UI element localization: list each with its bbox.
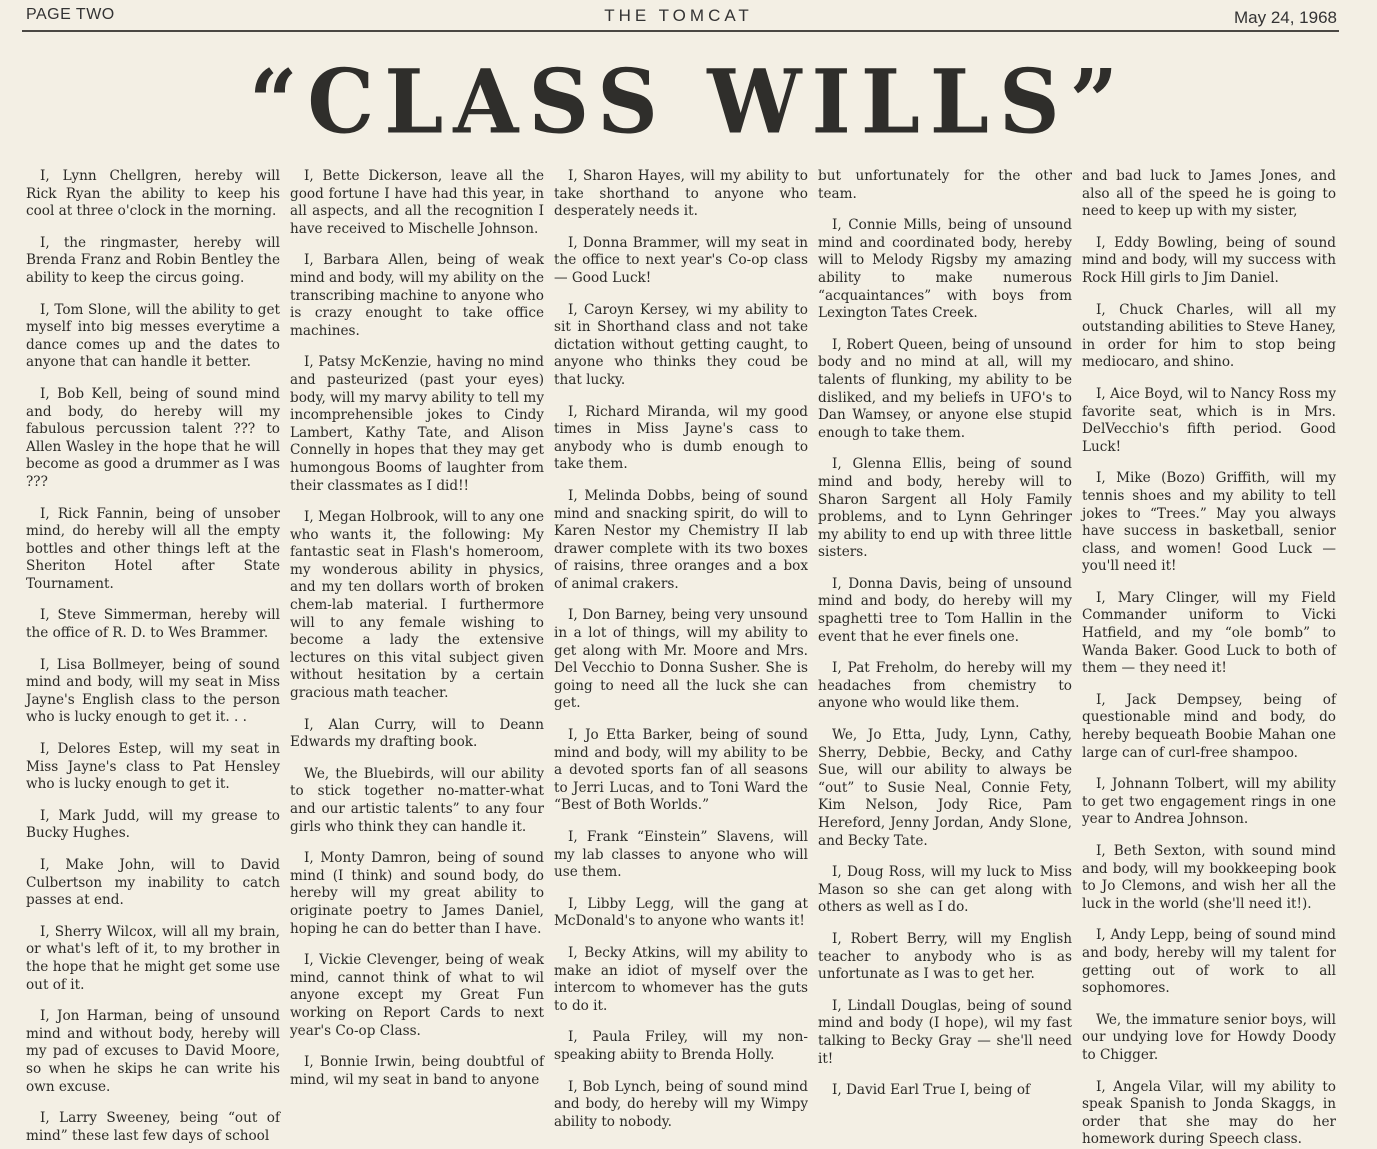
page-number: PAGE TWO xyxy=(26,6,115,23)
will-paragraph: I, Sharon Hayes, will my ability to take shorthand to anyone who desperately needs it. xyxy=(554,168,808,220)
headline: “CLASS WILLS” xyxy=(249,49,1128,154)
will-paragraph: We, the Bluebirds, will our ability to stick together no-matter-what and our artistic talents” to any four girls who think they can handle it. xyxy=(290,765,544,835)
will-paragraph: I, Caroyn Kersey, wi my ability to sit in Shorthand class and not take dictation without getting caught, to anyone who thinks they coud be that lucky. xyxy=(554,301,808,388)
masthead-rule xyxy=(22,30,1339,32)
issue-date: May 24, 1968 xyxy=(1233,8,1337,27)
newspaper-name: THE TOMCAT xyxy=(604,6,753,25)
will-paragraph: I, Eddy Bowling, being of sound mind and body, will my success with Rock Hill girls to Jim Daniel. xyxy=(1082,234,1336,286)
will-paragraph: I, Make John, will to David Culbertson my inability to catch passes at end. xyxy=(26,857,280,909)
will-paragraph: I, Donna Davis, being of unsound mind and body, do hereby will my spaghetti tree to Tom Hallin in the event that he ever finels one. xyxy=(818,575,1072,645)
will-paragraph: I, Andy Lepp, being of sound mind and body, hereby will my talent for getting out of work to all sophomores. xyxy=(1082,927,1336,997)
will-paragraph: I, Bette Dickerson, leave all the good fortune I have had this year, in all aspects, and all the recognition I have received to Mischelle Johnson. xyxy=(290,168,544,237)
will-paragraph: I, Jack Dempsey, being of questionable mind and body, do hereby bequeath Boobie Mahan one large can of curl-free shampoo. xyxy=(1082,691,1336,761)
will-paragraph: I, Rick Fannin, being of unsober mind, do hereby will all the empty bottles and other things left at the Sheriton Hotel after State Tournament. xyxy=(26,505,280,592)
will-paragraph: I, Jon Harman, being of unsound mind and without body, hereby will my pad of excuses to David Moore, so when he skips he can write his own excuse. xyxy=(26,1008,280,1095)
will-paragraph: I, Bob Kell, being of sound mind and body, do hereby will my fabulous percussion talent ??? to Allen Wasley in the hope that he will become as good a drummer as I was ??? xyxy=(26,385,280,490)
will-paragraph: I, Bonnie Irwin, being doubtful of mind, wil my seat in band to anyone xyxy=(290,1054,544,1088)
will-paragraph: I, Aice Boyd, wil to Nancy Ross my favorite seat, which is in Mrs. DelVecchio's fifth period. Good Luck! xyxy=(1082,385,1336,455)
will-paragraph: I, Pat Freholm, do hereby will my headaches from chemistry to anyone who would like them. xyxy=(818,660,1072,712)
will-paragraph: I, Paula Friley, will my non-speaking abiity to Brenda Holly. xyxy=(554,1029,808,1063)
will-paragraph: I, Tom Slone, will the ability to get myself into big messes everytime a dance comes up and the dates to anyone that can handle it better. xyxy=(26,301,280,371)
column-1 xyxy=(26,168,280,1144)
will-paragraph: I, Don Barney, being very unsound in a lot of things, will my ability to get along with Mr. Moore and Mrs. Del Vecchio to Donna Susher. She is going to need all the luck she can get. xyxy=(554,607,808,712)
will-paragraph: I, Beth Sexton, with sound mind and body, will my bookkeeping book to Jo Clemons, and wish her all the luck in the world (she'll need it!). xyxy=(1082,843,1336,912)
will-paragraph: I, Richard Miranda, wil my good times in Miss Jayne's cass to anybody who is dumb enough to take them. xyxy=(554,403,808,473)
will-paragraph: I, Vickie Clevenger, being of weak mind, cannot think of what to wil anyone except my Great Fun working on Report Cards to next year's Co-op Class. xyxy=(290,952,544,1039)
column-5 xyxy=(1082,168,1336,1148)
will-paragraph: I, David Earl True I, being of xyxy=(832,1082,1031,1099)
column-3 xyxy=(554,168,808,1130)
will-paragraph: I, Patsy McKenzie, having no mind and pasteurized (past your eyes) body, will my marvy ability to tell my incomprehensible jokes to Cindy Lambert, Kathy Tate, and Alison Connelly in hopes that they may get humongous Booms of laughter from their classmates as I did!! xyxy=(290,354,544,494)
will-paragraph: We, Jo Etta, Judy, Lynn, Cathy, Sherry, Debbie, Becky, and Cathy Sue, will our ability to always be “out” to Susie Neal, Connie Fety, Kim Nelson, Jody Rice, Pam Hereford, Jenny Jordan, Andy Slone, and Becky Tate. xyxy=(818,727,1072,849)
will-paragraph: I, Connie Mills, being of unsound mind and coordinated body, hereby will to Melody Rigsby my amazing ability to make numerous “acquaintances” with boys from Lexington Tates Creek. xyxy=(818,217,1072,322)
will-paragraph: I, Donna Brammer, will my seat in the office to next year's Co-op class — Good Luck! xyxy=(554,234,808,286)
will-paragraph: I, Larry Sweeney, being “out of mind” these last few days of school xyxy=(26,1110,280,1144)
will-paragraph: I, Lynn Chellgren, hereby will Rick Ryan the ability to keep his cool at three o'clock in the morning. xyxy=(26,168,280,220)
will-paragraph: I, Monty Damron, being of sound mind (I think) and sound body, do hereby will my great ability to originate poetry to James Daniel, hoping he can do better than I have. xyxy=(290,850,544,937)
will-paragraph: We, the immature senior boys, will our undying love for Howdy Doody to Chigger. xyxy=(1082,1011,1336,1063)
will-paragraph: I, Glenna Ellis, being of sound mind and body, hereby will to Sharon Sargent all Holy Family problems, and to Lynn Gehringer my ability to end up with three little sisters. xyxy=(818,456,1072,561)
will-paragraph: I, Becky Atkins, will my ability to make an idiot of myself over the intercom to whomever has the guts to do it. xyxy=(554,944,808,1014)
will-paragraph: I, Mike (Bozo) Griffith, will my tennis shoes and my ability to tell jokes to “Trees.” May you always have success in basketball, senior class, and women! Good Luck — you'll need it! xyxy=(1082,470,1336,575)
will-paragraph: I, Johnann Tolbert, will my ability to get two engagement rings in one year to Andrea Johnson. xyxy=(1082,776,1336,828)
will-paragraph: I, Megan Holbrook, will to any one who wants it, the following: My fantastic seat in Flash's homeroom, my wonderous ability in physics, and my ten dollars worth of broken chem-lab material. I furthermore will to any female wishing to become a lady the extensive lectures on this vital subject given without hesitation by a certain gracious math teacher. xyxy=(290,509,544,702)
will-paragraph: I, Jo Etta Barker, being of sound mind and body, will my ability to be a devoted sports fan of all seasons to Jerri Lucas, and to Toni Ward the “Best of Both Worlds.” xyxy=(554,727,808,814)
will-paragraph: I, the ringmaster, hereby will Brenda Franz and Robin Bentley the ability to keep the circus going. xyxy=(26,234,280,286)
will-paragraph: I, Libby Legg, will the gang at McDonald's to anyone who wants it! xyxy=(554,895,808,930)
will-paragraph: I, Robert Berry, will my English teacher to anybody who is as unfortunate as I was to get her. xyxy=(818,930,1072,983)
article-columns xyxy=(26,168,1338,1148)
will-paragraph: I, Delores Estep, will my seat in Miss Jayne's class to Pat Hensley who is lucky enough to get it. xyxy=(26,741,280,793)
will-paragraph: I, Chuck Charles, will all my outstanding abilities to Steve Haney, in order for him to stop being mediocaro, and shino. xyxy=(1082,301,1336,371)
masthead xyxy=(20,4,1337,28)
will-paragraph: I, Mark Judd, will my grease to Bucky Hughes. xyxy=(26,807,280,842)
will-paragraph: I, Barbara Allen, being of weak mind and body, will my ability on the transcribing machine to anyone who is crazy enought to take office machines. xyxy=(290,252,544,339)
column-4 xyxy=(818,168,1072,1099)
will-paragraph: I, Frank “Einstein” Slavens, will my lab classes to anyone who will use them. xyxy=(554,829,808,881)
will-paragraph: I, Bob Lynch, being of sound mind and body, do hereby will my Wimpy ability to nobody. xyxy=(554,1078,808,1130)
will-paragraph: and bad luck to James Jones, and also all of the speed he is going to need to keep up with my sister, xyxy=(1082,168,1336,220)
will-paragraph: I, Lindall Douglas, being of sound mind and body (I hope), wil my fast talking to Becky Gray — she'll need it! xyxy=(818,997,1072,1067)
will-paragraph: but unfortunately for the other team. xyxy=(818,168,1072,202)
will-paragraph: I, Angela Vilar, will my ability to speak Spanish to Jonda Skaggs, in order that she may do her homework during Speech class. xyxy=(1082,1078,1336,1148)
will-paragraph: I, Robert Queen, being of unsound body and no mind at all, will my talents of flunking, my ability to be disliked, and my beliefs in UFO's to Dan Wamsey, or anyone else stupid enough to take them. xyxy=(818,336,1072,441)
will-paragraph: I, Lisa Bollmeyer, being of sound mind and body, will my seat in Miss Jayne's English class to the person who is lucky enough to get it. . . xyxy=(26,656,280,726)
column-2 xyxy=(290,168,544,1088)
will-paragraph: I, Steve Simmerman, hereby will the office of R. D. to Wes Brammer. xyxy=(26,607,280,642)
will-paragraph: I, Sherry Wilcox, will all my brain, or what's left of it, to my brother in the hope that he might get some use out of it. xyxy=(26,923,280,993)
will-paragraph: I, Mary Clinger, will my Field Commander uniform to Vicki Hatfield, and my “ole bomb” to Wanda Baker. Good Luck to both of them — they need it! xyxy=(1082,589,1336,677)
will-paragraph: I, Melinda Dobbs, being of sound mind and snacking spirit, do will to Karen Nestor my Chemistry II lab drawer complete with its two boxes of raisins, three oranges and a box of animal crakers. xyxy=(554,487,808,592)
will-paragraph: I, Doug Ross, will my luck to Miss Mason so she can get along with others as well as I do. xyxy=(818,864,1072,916)
will-paragraph: I, Alan Curry, will to Deann Edwards my drafting book. xyxy=(290,716,544,751)
